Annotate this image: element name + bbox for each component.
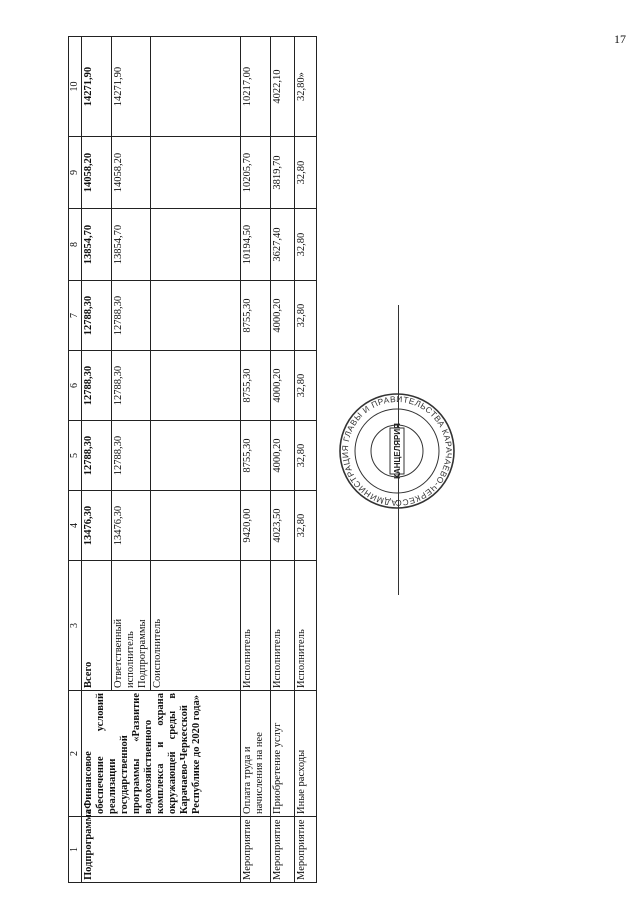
value-cell: 3627,40	[270, 209, 294, 281]
value-cell: 32,80	[294, 351, 316, 421]
role-cell: Исполнитель	[294, 561, 316, 691]
row-type-cell: Мероприятие	[294, 817, 316, 883]
header-cell: 10	[69, 37, 82, 137]
page-number: 17	[614, 32, 626, 46]
value-cell: 3819,70	[270, 137, 294, 209]
header-row	[69, 37, 82, 883]
row-type-cell: Мероприятие	[240, 817, 270, 883]
stamp-seal-icon	[338, 392, 456, 510]
value-cell: 13854,70	[111, 209, 150, 281]
role-cell: Всего	[81, 561, 111, 691]
value-cell: 32,80	[294, 421, 316, 491]
official-stamp	[338, 392, 456, 510]
header-cell: 4	[69, 491, 82, 561]
value-cell: 10194,50	[240, 209, 270, 281]
table-row	[294, 37, 316, 883]
value-cell	[150, 491, 240, 561]
budget-table	[68, 36, 317, 883]
value-cell: 12788,30	[111, 281, 150, 351]
value-cell: 32,80»	[294, 37, 316, 137]
table-row	[270, 37, 294, 883]
value-cell: 13476,30	[81, 491, 111, 561]
item-name-cell: Иные расходы	[294, 691, 316, 817]
value-cell: 12788,30	[81, 281, 111, 351]
value-cell	[150, 421, 240, 491]
value-cell: 32,80	[294, 281, 316, 351]
item-name-cell: Приобретение услуг	[270, 691, 294, 817]
value-cell: 9420,00	[240, 491, 270, 561]
value-cell: 4023,50	[270, 491, 294, 561]
value-cell	[150, 209, 240, 281]
value-cell: 13854,70	[81, 209, 111, 281]
table-row	[81, 37, 111, 883]
value-cell: 4000,20	[270, 351, 294, 421]
value-cell: 12788,30	[111, 351, 150, 421]
value-cell: 10217,00	[240, 37, 270, 137]
stamp-ring-text: АДМИНИСТРАЦИЯ ГЛАВЫ И ПРАВИТЕЛЬСТВА КАРАЧАЕВО-ЧЕРКЕСС	[339, 393, 455, 509]
value-cell: 8755,30	[240, 281, 270, 351]
value-cell: 32,80	[294, 491, 316, 561]
value-cell: 4000,20	[270, 421, 294, 491]
role-cell: Ответственный исполнитель Подпрограммы	[111, 561, 150, 691]
stamp-center-text: КАНЦЕЛЯРИЯ	[393, 423, 402, 479]
header-cell: 7	[69, 281, 82, 351]
value-cell	[150, 37, 240, 137]
row-type-cell: Мероприятие	[270, 817, 294, 883]
value-cell: 14058,20	[111, 137, 150, 209]
header-cell: 6	[69, 351, 82, 421]
value-cell: 8755,30	[240, 351, 270, 421]
value-cell: 32,80	[294, 137, 316, 209]
value-cell: 4000,20	[270, 281, 294, 351]
value-cell: 13476,30	[111, 491, 150, 561]
header-cell: 2	[69, 691, 82, 817]
role-cell: Соисполнитель	[150, 561, 240, 691]
role-cell: Исполнитель	[240, 561, 270, 691]
header-cell: 9	[69, 137, 82, 209]
value-cell	[150, 281, 240, 351]
subprogram-name-cell: «Финансовое обеспечение условий реализации государственной программы «Развитие водохозяйственного комплекса и охрана окружающей среды в Карачаево-Черкесской Республике до 2020 года»	[81, 691, 240, 817]
value-cell: 14271,90	[81, 37, 111, 137]
value-cell: 14058,20	[81, 137, 111, 209]
role-cell: Исполнитель	[270, 561, 294, 691]
value-cell: 12788,30	[81, 421, 111, 491]
header-cell: 3	[69, 561, 82, 691]
value-cell: 8755,30	[240, 421, 270, 491]
value-cell: 32,80	[294, 209, 316, 281]
value-cell: 14271,90	[111, 37, 150, 137]
header-cell: 5	[69, 421, 82, 491]
row-type-cell: Подпрограмма	[81, 817, 240, 883]
header-cell: 8	[69, 209, 82, 281]
value-cell: 10205,70	[240, 137, 270, 209]
rotated-document	[68, 37, 307, 883]
value-cell: 12788,30	[111, 421, 150, 491]
value-cell: 4022,10	[270, 37, 294, 137]
value-cell	[150, 137, 240, 209]
header-cell: 1	[69, 817, 82, 883]
table-row	[240, 37, 270, 883]
item-name-cell: Оплата труда и начисления на нее	[240, 691, 270, 817]
value-cell: 12788,30	[81, 351, 111, 421]
value-cell	[150, 351, 240, 421]
